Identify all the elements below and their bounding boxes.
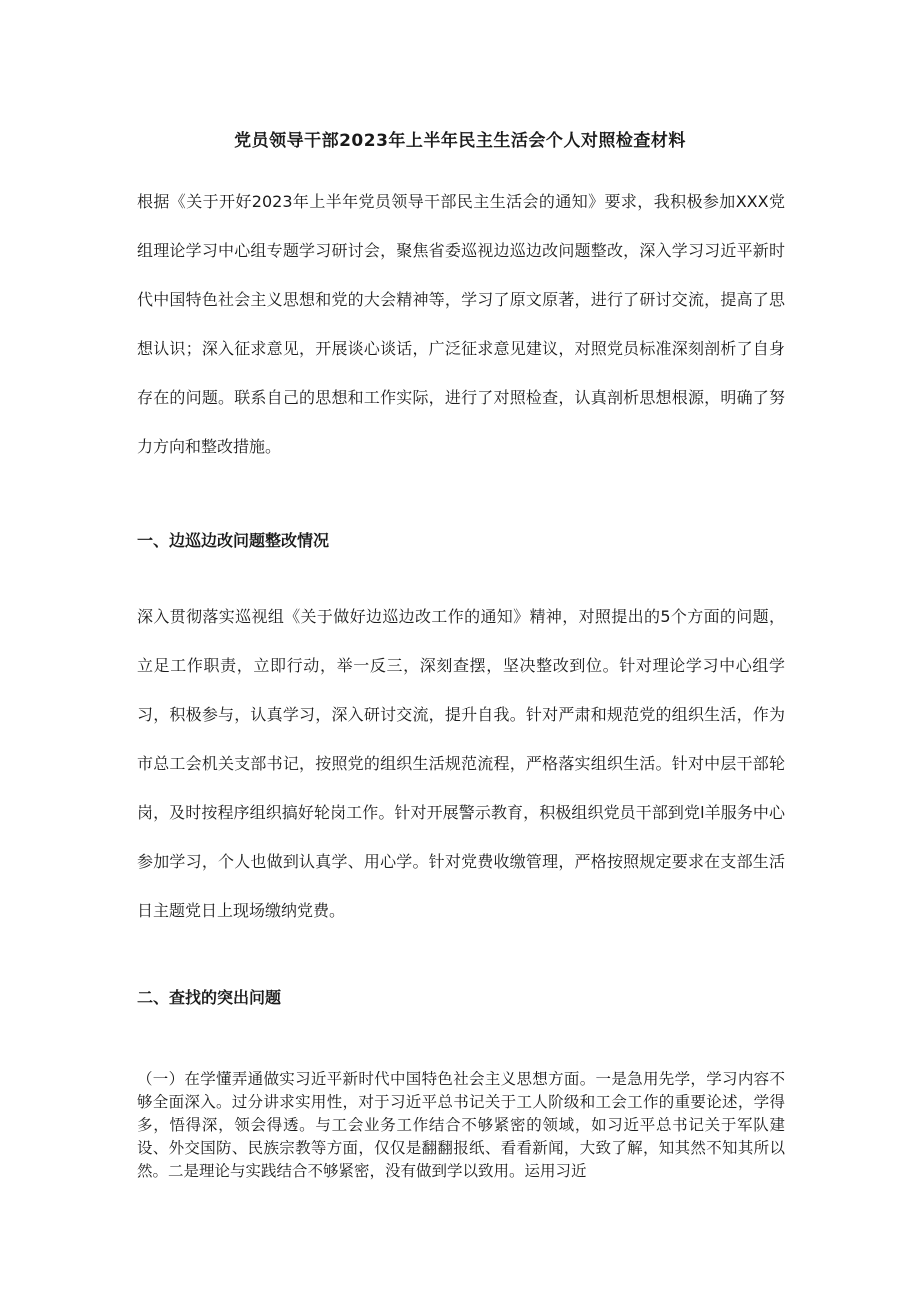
section-1-paragraph: 深入贯彻落实巡视组《关于做好边巡边改工作的通知》精神，对照提出的5个方面的问题，立足工作职责，立即行动，举一反三，深刻查摆，坚决整改到位。针对理论学习中心组学习，积极参与，认真学习，深入研讨交流，提升自我。针对严肃和规范党的组织生活，作为市总工会机关支部书记，按照党的组织生活规范流程，严格落实组织生活。针对中层干部轮岗，及时按程序组织搞好轮岗工作。针对开展警示教育，积极组织党员干部到党l羊服务中心参加学习，个人也做到认真学、用心学。针对党费收缴管理，严格按照规定要求在支部生活日主题党日上现场缴纳党费。 bbox=[137, 607, 785, 920]
section-heading-2: 二、查找的突出问题 bbox=[137, 988, 282, 1007]
intro-paragraph: 根据《关于开好2023年上半年党员领导干部民主生活会的通知》要求，我积极参加XXX党组理论学习中心组专题学习研讨会，聚焦省委巡视边巡边改问题整改，深入学习习近平新时代中国特色社会主义思想和党的大会精神等，学习了原文原著，进行了研讨交流，提高了思想认识；深入征求意见，开展谈心谈话，广泛征求意见建议，对照党员标准深刻剖析了自身存在的问题。联系自己的思想和工作实际，进行了对照检查，认真剖析思想根源，明确了努力方向和整改措施。 bbox=[137, 192, 785, 456]
section-2-paragraph: （一）在学懂弄通做实习近平新时代中国特色社会主义思想方面。一是急用先学，学习内容不够全面深入。过分讲求实用性，对于习近平总书记关于工人阶级和工会工作的重要论述，学得多，悟得深，领会得透。与工会业务工作结合不够紧密的领域，如习近平总书记关于军队建设、外交国防、民族宗教等方面，仅仅是翻翻报纸、看看新闻，大致了解，知其然不知其所以然。二是理论与实践结合不够紧密，没有做到学以致用。运用习近 bbox=[137, 1070, 785, 1180]
section-heading-1: 一、边巡边改问题整改情况 bbox=[137, 531, 330, 550]
page-title: 党员领导干部2023年上半年民主生活会个人对照检查材料 bbox=[234, 131, 686, 151]
